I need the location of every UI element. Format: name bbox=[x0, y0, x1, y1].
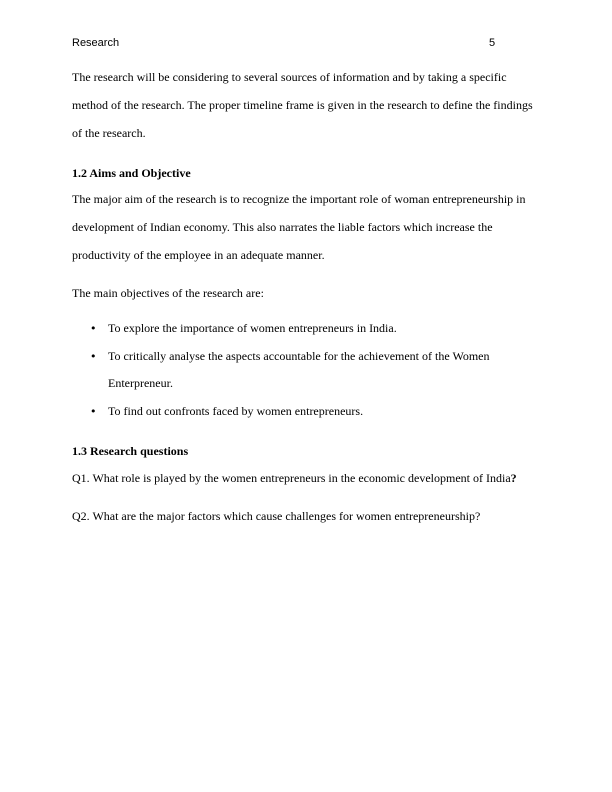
running-header-title: Research bbox=[72, 37, 120, 49]
objectives-intro: The main objectives of the research are: bbox=[72, 286, 264, 300]
aims-line-1: The major aim of the research is to recognize the important role of woman entrepreneurship in bbox=[72, 192, 526, 206]
intro-paragraph bbox=[72, 63, 540, 147]
bullet-icon: • bbox=[90, 322, 97, 335]
section-heading-aims: 1.2 Aims and Objective bbox=[72, 166, 191, 180]
intro-line-2: method of the research. The proper timeline frame is given in the research to define the findings bbox=[72, 98, 533, 112]
intro-line-3: of the research. bbox=[72, 126, 146, 140]
bullet-icon: • bbox=[90, 349, 97, 363]
bullet-icon: • bbox=[90, 404, 97, 418]
list-item bbox=[72, 398, 540, 426]
research-question-1 bbox=[72, 464, 540, 492]
aims-paragraph bbox=[72, 185, 540, 269]
list-item bbox=[72, 315, 540, 343]
aims-line-3: productivity of the employee in an adequate manner. bbox=[72, 248, 325, 262]
list-item bbox=[72, 343, 540, 398]
q1-text: Q1. What role is played by the women entrepreneurs in the economic development of India bbox=[72, 471, 511, 485]
q1-mark: ? bbox=[510, 471, 517, 485]
aims-line-2: development of Indian economy. This also narrates the liable factors which increase the bbox=[72, 220, 493, 234]
objective-3-line-1: To find out confronts faced by women entrepreneurs. bbox=[108, 403, 364, 418]
objectives-list bbox=[72, 315, 540, 425]
objective-1-line-1: To explore the importance of women entrepreneurs in India. bbox=[108, 321, 397, 335]
page-number: 5 bbox=[489, 37, 496, 49]
research-question-2: Q2. What are the major factors which cause challenges for women entrepreneurship? bbox=[72, 509, 481, 523]
objective-2-line-1: To critically analyse the aspects accountable for the achievement of the Women bbox=[108, 348, 490, 363]
section-heading-questions: 1.3 Research questions bbox=[72, 444, 189, 458]
objective-2-line-2: Enterpreneur. bbox=[108, 376, 173, 390]
intro-line-1: The research will be considering to several sources of information and by taking a specific bbox=[72, 70, 507, 84]
